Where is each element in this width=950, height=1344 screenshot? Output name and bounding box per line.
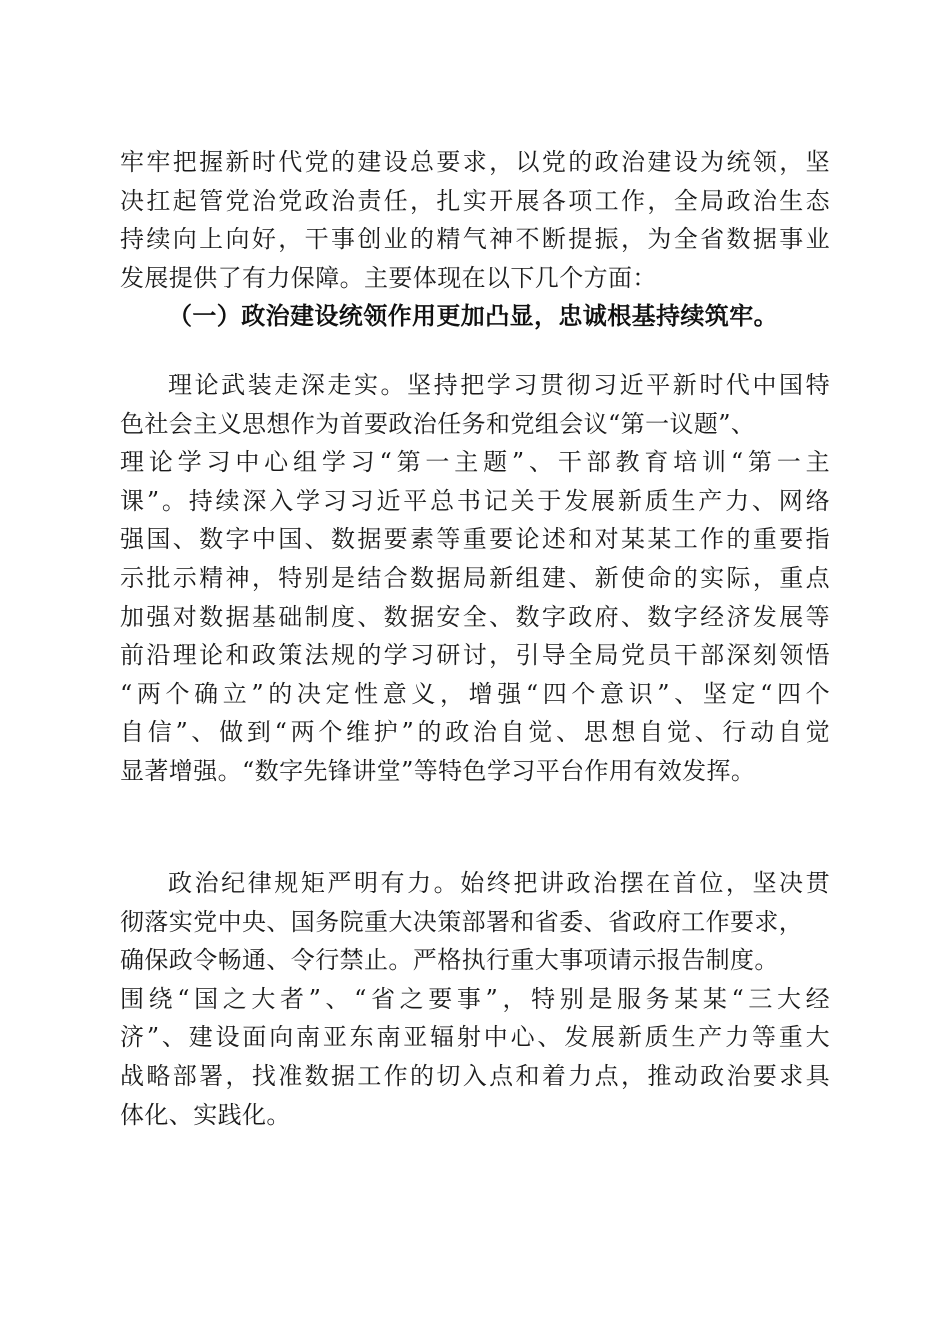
section-heading-1 [168,297,808,336]
para-2-line-4: 围绕“国之大者”、“省之要事”，特别是服务某某“三大经 [120,984,830,1013]
para-2-line-1: 政治纪律规矩严明有力。始终把讲政治摆在首位，坚决贯 [168,869,830,897]
para-1-line-7: 加强对数据基础制度、数据安全、数字政府、数字经济发展等 [120,602,830,631]
para-2-line-5: 济”、建设面向南亚东南亚辐射中心、发展新质生产力等重大 [120,1023,830,1052]
para-2-line-2: 彻落实党中央、国务院重大决策部署和省委、省政府工作要求， [120,907,804,936]
para-1-line-8: 前沿理论和政策法规的学习研讨，引导全局党员干部深刻领悟 [120,641,830,670]
para-1-line-10: 自信”、做到“两个维护”的政治自觉、思想自觉、行动自觉 [120,718,830,747]
para-2-line-6: 战略部署，找准数据工作的切入点和着力点，推动政治要求具 [120,1061,830,1090]
para-1-line-11: 显著增强。“数字先锋讲堂”等特色学习平台作用有效发挥。 [120,756,756,785]
para-1-line-1: 理论武装走深走实。坚持把学习贯彻习近平新时代中国特 [168,371,830,399]
section-heading-1-text: （一）政治建设统领作用更加凸显，忠诚根基持续筑牢。 [168,301,778,330]
paragraph-political-discipline [120,864,830,1134]
para-1-line-5: 强国、数字中国、数据要素等重要论述和对某某工作的重要指 [120,525,830,554]
intro-line-1: 牢牢把握新时代党的建设总要求，以党的政治建设为统领，坚 [120,148,830,176]
intro-paragraph [120,143,830,297]
para-1-line-4: 课”。持续深入学习习近平总书记关于发展新质生产力、网络 [120,486,830,515]
para-2-line-7: 体化、实践化。 [120,1100,291,1129]
intro-line-3: 持续向上向好，干事创业的精气神不断提振，为全省数据事业 [120,225,830,254]
para-1-line-6: 示批示精神，特别是结合数据局新组建、新使命的实际，重点 [120,563,830,592]
para-1-line-3: 理论学习中心组学习“第一主题”、干部教育培训“第一主 [120,448,830,477]
intro-line-2: 决扛起管党治党政治责任，扎实开展各项工作，全局政治生态 [120,186,830,215]
paragraph-theory-study [120,366,830,791]
para-1-line-9: “两个确立”的决定性意义，增强“四个意识”、坚定“四个 [120,679,830,708]
para-2-line-3: 确保政令畅通、令行禁止。严格执行重大事项请示报告制度。 [120,946,779,975]
para-1-line-2: 色社会主义思想作为首要政治任务和党组会议“第一议题”、 [120,409,756,438]
intro-line-4: 发展提供了有力保障。主要体现在以下几个方面： [120,263,657,292]
